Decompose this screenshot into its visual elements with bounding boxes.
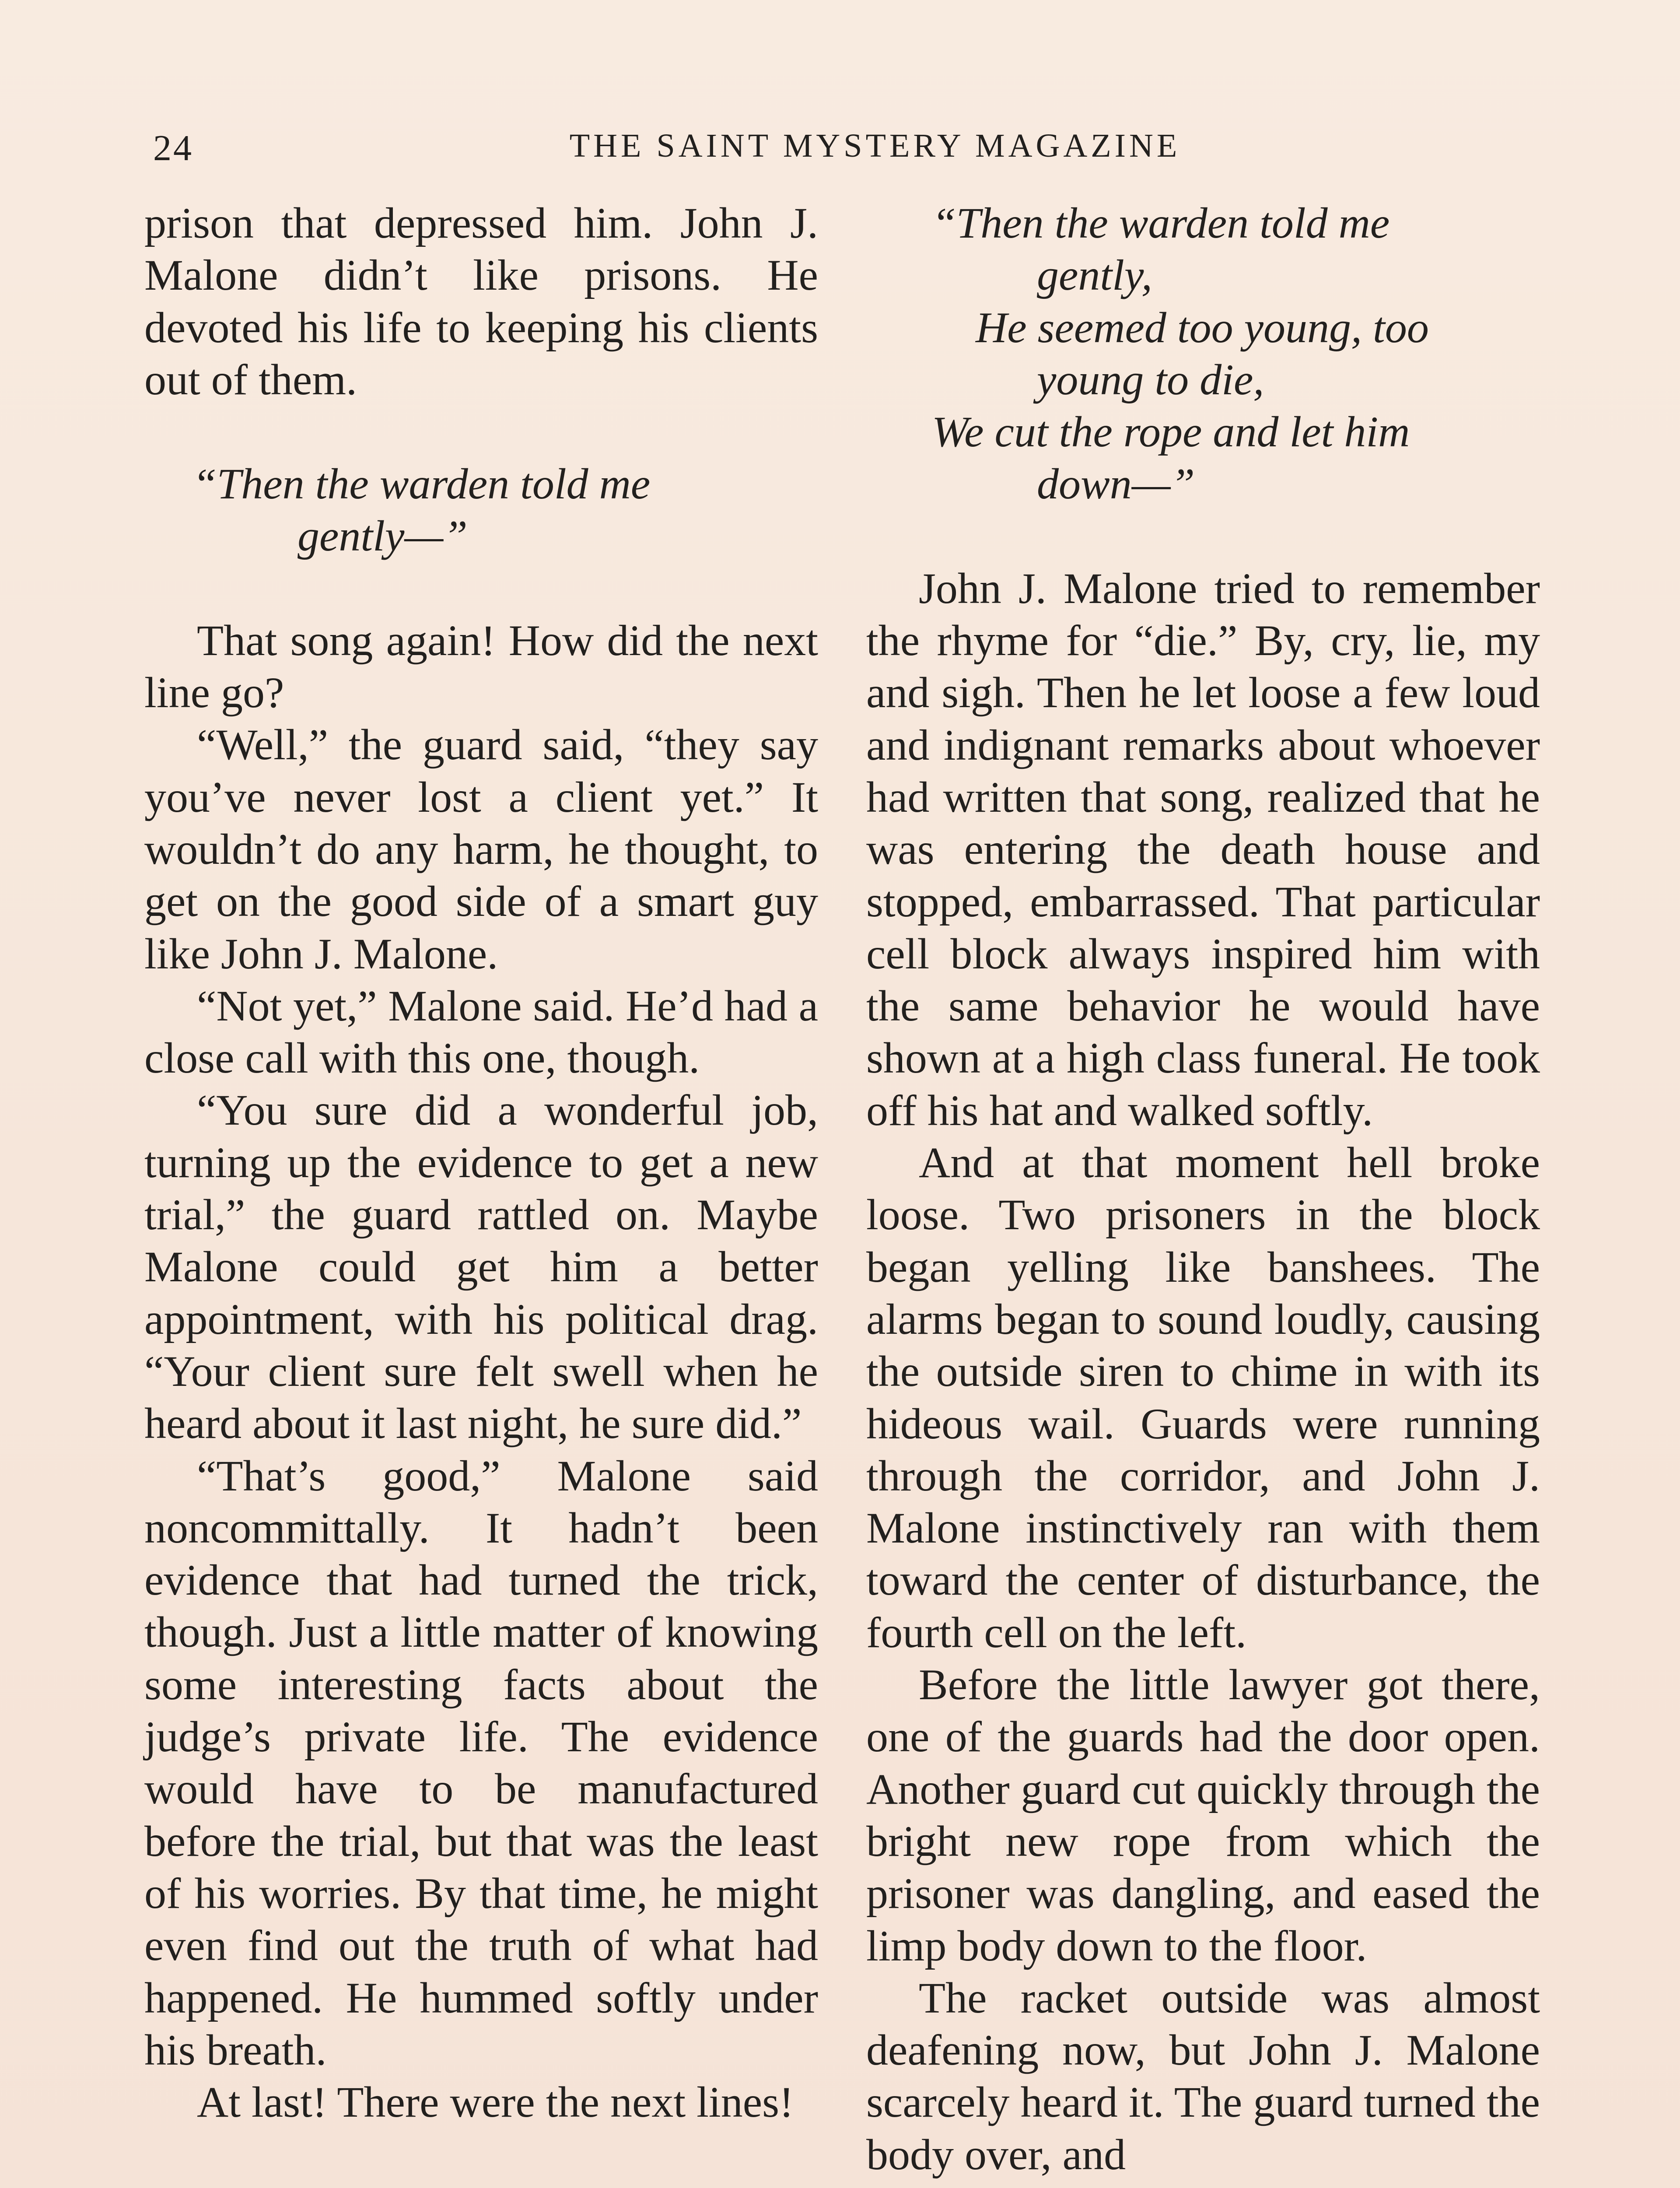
verse-line: He seemed too young, too: [976, 303, 1429, 352]
verse-line: down—”: [1037, 459, 1195, 508]
paragraph: “Not yet,” Malone said. He’d had a close call with this one, though.: [144, 981, 818, 1083]
right-column: [866, 197, 1540, 2181]
song-verse: [144, 458, 818, 562]
verse-line: “Then the warden told me: [932, 199, 1390, 247]
paragraph: “You sure did a wonderful job, turning up the evidence to get a new trial,” the guard rattled on. Maybe Malone could get him a better appointment, with his political drag. “Your client sure felt swell when he heard about it last night, he sure did.”: [144, 1086, 818, 1448]
paragraph: And at that moment hell broke loose. Two prisoners in the block began yelling like banshees. The alarms began to sound loudly, causing the outside siren to chime in with its hideous wail. Guards were running through the corridor, and John J. Malone instinctively ran with them toward the center of disturbance, the fourth cell on the left.: [866, 1138, 1540, 1657]
paragraph: At last! There were the next lines!: [197, 2078, 794, 2127]
paragraph: John J. Malone tried to remember the rhyme for “die.” By, cry, lie, my and sigh. Then he let loose a few loud and indignant remarks about whoever had written that song, realized that he was entering the death house and stopped, embarrassed. That particular cell block always inspired him with the same behavior he would have shown at a high class funeral. He took off his hat and walked softly.: [866, 564, 1540, 1135]
paragraph: prison that depressed him. John J. Malone didn’t like prisons. He devoted his life to keeping his clients out of them.: [144, 199, 818, 404]
verse-line: young to die,: [1037, 355, 1264, 404]
paragraph: That song again! How did the next line go?: [144, 616, 818, 717]
left-column: [144, 197, 818, 2128]
verse-line: “Then the warden told me: [192, 459, 651, 508]
verse-line: gently,: [1037, 251, 1152, 300]
running-title: THE SAINT MYSTERY MAGAZINE: [569, 127, 1181, 164]
page-header: [153, 127, 1597, 175]
page-number: 24: [153, 128, 193, 168]
paragraph: Before the little lawyer got there, one of the guards had the door open. Another guard cut quickly through the bright new rope from which the prisoner was dangling, and eased the limp body down to the floor.: [866, 1660, 1540, 1970]
song-verse: [866, 197, 1540, 510]
verse-line: gently—”: [298, 512, 468, 561]
paragraph: The racket outside was almost deafening now, but John J. Malone scarcely heard it. The guard turned the body over, and: [866, 1973, 1540, 2179]
paragraph: “That’s good,” Malone said noncommittally. It hadn’t been evidence that had turned the trick, though. Just a little matter of knowing some interesting facts about the judge’s private life. The evidence would have to be manufactured before the trial, but that was the least of his worries. By that time, he might even find out the truth of what had happened. He hummed softly under his breath.: [144, 1451, 818, 2074]
verse-line: We cut the rope and let him: [932, 407, 1410, 456]
paragraph: “Well,” the guard said, “they say you’ve never lost a client yet.” It wouldn’t do any harm, he thought, to get on the good side of a smart guy like John J. Malone.: [144, 720, 818, 978]
